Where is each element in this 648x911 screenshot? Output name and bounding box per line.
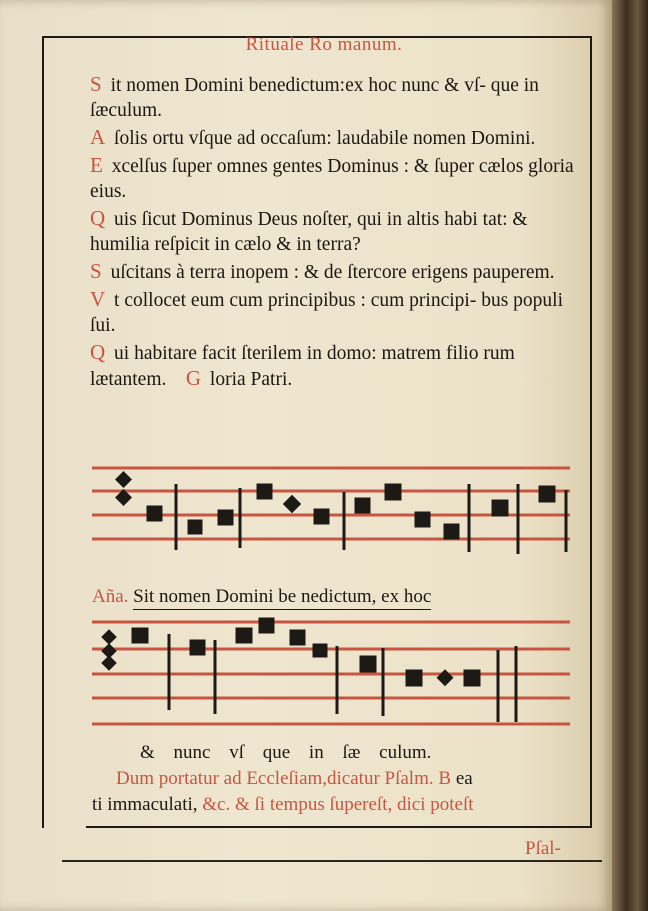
verse-text: uſcitans à terra inopem : & de ſtercore erigens pauperem. <box>105 262 555 283</box>
verse-initial: S <box>90 72 102 96</box>
music-staff-1 <box>92 462 570 566</box>
music-staff-2 <box>92 616 570 728</box>
gloria-text: loria Patri. <box>205 369 293 390</box>
verse-text: ſolis ortu vſque ad occaſum: laudabile nomen Domini. <box>109 128 536 149</box>
verse <box>90 340 592 392</box>
book-spine <box>612 0 648 911</box>
verse-initial: E <box>90 153 103 177</box>
verse <box>90 259 592 285</box>
catchword: Pſal- <box>525 838 561 859</box>
rubric-initial: B <box>438 768 452 789</box>
antiphon-lyric-1: Sit nomen Domini be nedictum, ex hoc <box>133 586 431 610</box>
rubric-part-1: Dum portatur ad Eccleſiam,dicatur Pſalm. <box>116 768 434 789</box>
verse <box>90 125 592 151</box>
rubric-part-3: ti immaculati, <box>92 794 198 815</box>
verse-initial: V <box>90 287 106 311</box>
verse-initial: Q <box>90 206 106 230</box>
gloria-initial: G <box>185 366 202 390</box>
verse-text: uis ſicut Dominus Deus noſter, qui in altis habi tat: & humilia reſpicit in cælo & in terra? <box>90 209 528 255</box>
verse-initial: S <box>90 259 102 283</box>
rubric-text <box>92 766 592 818</box>
frame-bottom-rule <box>86 826 590 828</box>
antiphon-label: Aña. <box>92 586 129 607</box>
verse-initial: A <box>90 125 106 149</box>
verse <box>90 153 592 204</box>
rubric-part-4: &c. & ſi tempus ſupereſt, dici poteſt <box>202 794 474 815</box>
running-head: Rituale Ro manum. <box>245 34 403 55</box>
page-base-rule <box>62 860 602 862</box>
psalm-text <box>90 72 592 394</box>
verse-initial: Q <box>90 340 106 364</box>
verse-text: xcelſus ſuper omnes gentes Dominus : & ſuper cælos gloria eius. <box>90 156 574 202</box>
verse-text: t collocet eum cum principibus : cum principi- bus populi ſui. <box>90 290 564 336</box>
verse <box>90 72 592 123</box>
verse <box>90 287 592 338</box>
antiphon-line <box>92 586 572 608</box>
rubric-part-2: ea <box>455 768 473 789</box>
antiphon-lyric-2: & nunc vſ que in ſæ culum. <box>140 742 432 763</box>
verse <box>90 206 592 257</box>
verse-text: it nomen Domini benedictum:ex hoc nunc & vſ- que in ſæculum. <box>90 75 539 121</box>
verse-text: ui habitare facit ſterilem in domo: matrem filio rum lætantem. <box>90 343 515 390</box>
